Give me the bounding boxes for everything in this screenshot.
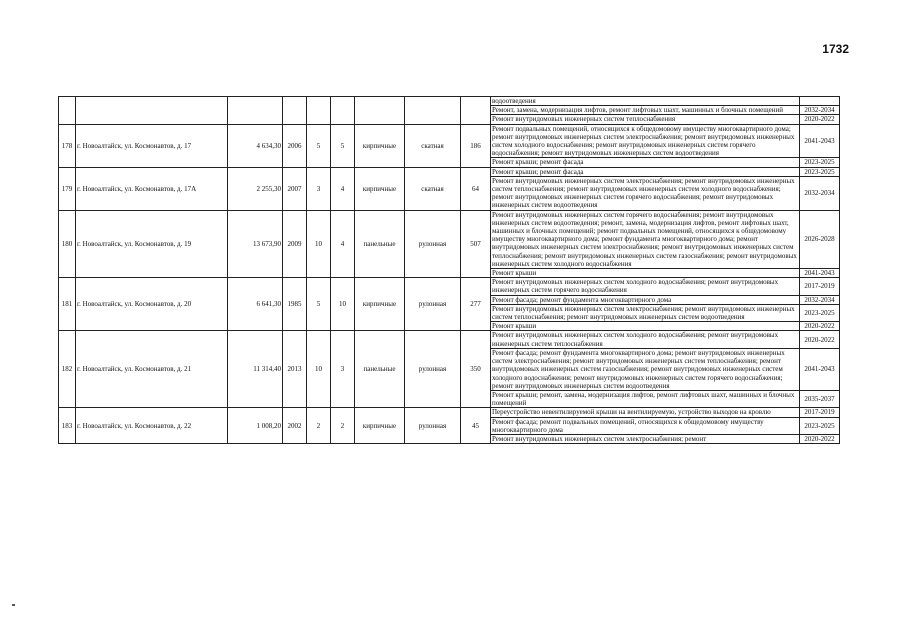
table-row [59, 210, 840, 268]
cell-year [283, 97, 307, 125]
cell-roof: рулонная [405, 278, 461, 331]
cell-entrances: 4 [331, 210, 355, 278]
cell-num: 181 [59, 278, 76, 331]
cell-work: Ремонт подвальных помещений, относящихся к общедомовому имуществу многоквартирного дома; ремонт внутридомовых инженерных систем электроснабжения; ремонт внутридомовых инженерных систем холодного водоснабжения; ремонт внутридомовых инженерных систем горячего водоснабжения; ремонт внутридомовых инженерных систем водоотведения [491, 124, 800, 158]
cell-work: Ремонт крыши; ремонт, замена, модернизация лифтов, ремонт лифтовых шахт, машинных и блочных помещений [491, 390, 800, 407]
cell-period: 2032-2034 [800, 176, 840, 210]
cell-work: водоотведения [491, 97, 800, 106]
cell-work: Ремонт крыши; ремонт фасада [491, 158, 800, 167]
cell-address: г. Новоалтайск, ул. Космонавтов, д. 20 [76, 278, 228, 331]
cell-work: Ремонт внутридомовых инженерных систем электроснабжения; ремонт [491, 434, 800, 443]
cell-address: г. Новоалтайск, ул. Космонавтов, д. 22 [76, 408, 228, 444]
cell-address: г. Новоалтайск, ул. Космонавтов, д. 21 [76, 331, 228, 408]
cell-period [800, 97, 840, 106]
cell-entrances: 4 [331, 167, 355, 210]
scan-artifact [12, 604, 15, 606]
cell-residents: 64 [461, 167, 491, 210]
cell-entrances: 2 [331, 408, 355, 444]
cell-year: 2009 [283, 210, 307, 278]
cell-work: Ремонт крыши; ремонт фасада [491, 167, 800, 176]
cell-period: 2026-2028 [800, 210, 840, 268]
cell-roof: рулонная [405, 210, 461, 278]
cell-work: Ремонт крыши [491, 322, 800, 331]
cell-period: 2041-2043 [800, 348, 840, 390]
cell-period: 2023-2025 [800, 167, 840, 176]
cell-area: 2 255,30 [228, 167, 283, 210]
table-row [59, 124, 840, 158]
cell-walls: кирпичные [355, 167, 405, 210]
cell-walls: кирпичные [355, 278, 405, 331]
cell-floors: 5 [307, 124, 331, 167]
table-row-carry-over [59, 97, 840, 106]
cell-roof [405, 97, 461, 125]
cell-walls [355, 97, 405, 125]
cell-period: 2032-2034 [800, 295, 840, 304]
page-number: 1732 [822, 42, 849, 56]
cell-entrances: 3 [331, 331, 355, 408]
cell-period: 2017-2019 [800, 278, 840, 295]
table-row [59, 331, 840, 348]
cell-residents [461, 97, 491, 125]
cell-area: 4 634,30 [228, 124, 283, 167]
cell-floors: 5 [307, 278, 331, 331]
cell-walls: кирпичные [355, 124, 405, 167]
cell-work: Переустройство невентилируемой крыши на вентилируемую, устройство выходов на кровлю [491, 408, 800, 417]
table-body [59, 97, 840, 444]
cell-entrances [331, 97, 355, 125]
cell-walls: кирпичные [355, 408, 405, 444]
cell-residents: 350 [461, 331, 491, 408]
cell-floors: 3 [307, 167, 331, 210]
table-row [59, 278, 840, 295]
cell-num: 178 [59, 124, 76, 167]
cell-num: 179 [59, 167, 76, 210]
cell-num [59, 97, 76, 125]
cell-roof: скатная [405, 167, 461, 210]
cell-walls: панельные [355, 331, 405, 408]
cell-floors: 2 [307, 408, 331, 444]
cell-area: 13 673,90 [228, 210, 283, 278]
cell-num: 183 [59, 408, 76, 444]
cell-entrances: 10 [331, 278, 355, 331]
cell-residents: 507 [461, 210, 491, 278]
cell-year: 2002 [283, 408, 307, 444]
cell-num: 182 [59, 331, 76, 408]
cell-area: 1 008,20 [228, 408, 283, 444]
cell-floors: 10 [307, 331, 331, 408]
cell-address: г. Новоалтайск, ул. Космонавтов, д. 19 [76, 210, 228, 278]
cell-period: 2023-2025 [800, 417, 840, 434]
cell-work: Ремонт крыши [491, 269, 800, 278]
cell-work: Ремонт внутридомовых инженерных систем электроснабжения; ремонт внутридомовых инженерных систем теплоснабжения; ремонт внутридомовых инженерных систем холодного водоснабжения; ремонт внутридомовых инженерных систем горячего водоснабжения; ремонт внутридомовых инженерных систем водоотведения [491, 176, 800, 210]
table-row [59, 408, 840, 417]
cell-address [76, 97, 228, 125]
cell-work: Ремонт, замена, модернизация лифтов, ремонт лифтовых шахт, машинных и блочных помещений [491, 106, 800, 115]
cell-year: 2007 [283, 167, 307, 210]
cell-work: Ремонт фасада; ремонт фундамента многоквартирного дома [491, 295, 800, 304]
cell-floors [307, 97, 331, 125]
table-row [59, 167, 840, 176]
cell-period: 2020-2022 [800, 434, 840, 443]
cell-year: 2013 [283, 331, 307, 408]
cell-floors: 10 [307, 210, 331, 278]
cell-work: Ремонт внутридомовых инженерных систем холодного водоснабжения; ремонт внутридомовых инженерных систем теплоснабжения [491, 331, 800, 348]
cell-residents: 45 [461, 408, 491, 444]
cell-roof: рулонная [405, 331, 461, 408]
cell-period: 2023-2025 [800, 158, 840, 167]
cell-residents: 277 [461, 278, 491, 331]
cell-period: 2023-2025 [800, 304, 840, 321]
cell-period: 2041-2043 [800, 124, 840, 158]
cell-year: 2006 [283, 124, 307, 167]
cell-num: 180 [59, 210, 76, 278]
capital-repair-table [58, 96, 840, 444]
cell-entrances: 5 [331, 124, 355, 167]
cell-address: г. Новоалтайск, ул. Космонавтов, д. 17 [76, 124, 228, 167]
cell-work: Ремонт фасада; ремонт фундамента многоквартирного дома; ремонт внутридомовых инженерных систем электроснабжения; ремонт внутридомовых инженерных систем теплоснабжения; ремонт внутридомовых инженерных систем газоснабжения; ремонт внутридомовых инженерных систем холодного водоснабжения; ремонт внутридомовых инженерных систем горячего водоснабжения; ремонт внутридомовых инженерных систем водоотведения [491, 348, 800, 390]
cell-year: 1985 [283, 278, 307, 331]
cell-work: Ремонт внутридомовых инженерных систем горячего водоснабжения; ремонт внутридомовых инженерных систем водоотведения; ремонт, замена, модернизация лифтов, ремонт лифтовых шахт, машинных и блочных помещений; ремонт подвальных помещений, относящихся к общедомовому имуществу многоквартирного дома; ремонт фундамента многоквартирного дома; ремонт внутридомовых инженерных систем электроснабжения; ремонт внутридомовых инженерных систем теплоснабжения; ремонт внутридомовых инженерных систем газоснабжения; ремонт внутридомовых инженерных систем холодного водоснабжения [491, 210, 800, 268]
cell-work: Ремонт фасада; ремонт подвальных помещений, относящихся к общедомовому имуществу многоквартирного дома [491, 417, 800, 434]
cell-period: 2020-2022 [800, 322, 840, 331]
cell-period: 2017-2019 [800, 408, 840, 417]
cell-work: Ремонт внутридомовых инженерных систем холодного водоснабжения; ремонт внутридомовых инженерных систем горячего водоснабжения [491, 278, 800, 295]
cell-period: 2020-2022 [800, 115, 840, 124]
cell-period: 2020-2022 [800, 331, 840, 348]
cell-walls: панельные [355, 210, 405, 278]
cell-area: 11 314,40 [228, 331, 283, 408]
cell-period: 2032-2034 [800, 106, 840, 115]
cell-work: Ремонт внутридомовых инженерных систем электроснабжения; ремонт внутридомовых инженерных систем теплоснабжения; ремонт внутридомовых инженерных систем водоотведения [491, 304, 800, 321]
cell-area [228, 97, 283, 125]
cell-residents: 186 [461, 124, 491, 167]
cell-roof: рулонная [405, 408, 461, 444]
cell-area: 6 641,30 [228, 278, 283, 331]
cell-work: Ремонт внутридомовых инженерных систем теплоснабжения [491, 115, 800, 124]
cell-address: г. Новоалтайск, ул. Космонавтов, д. 17А [76, 167, 228, 210]
cell-period: 2035-2037 [800, 390, 840, 407]
cell-period: 2041-2043 [800, 269, 840, 278]
cell-roof: скатная [405, 124, 461, 167]
